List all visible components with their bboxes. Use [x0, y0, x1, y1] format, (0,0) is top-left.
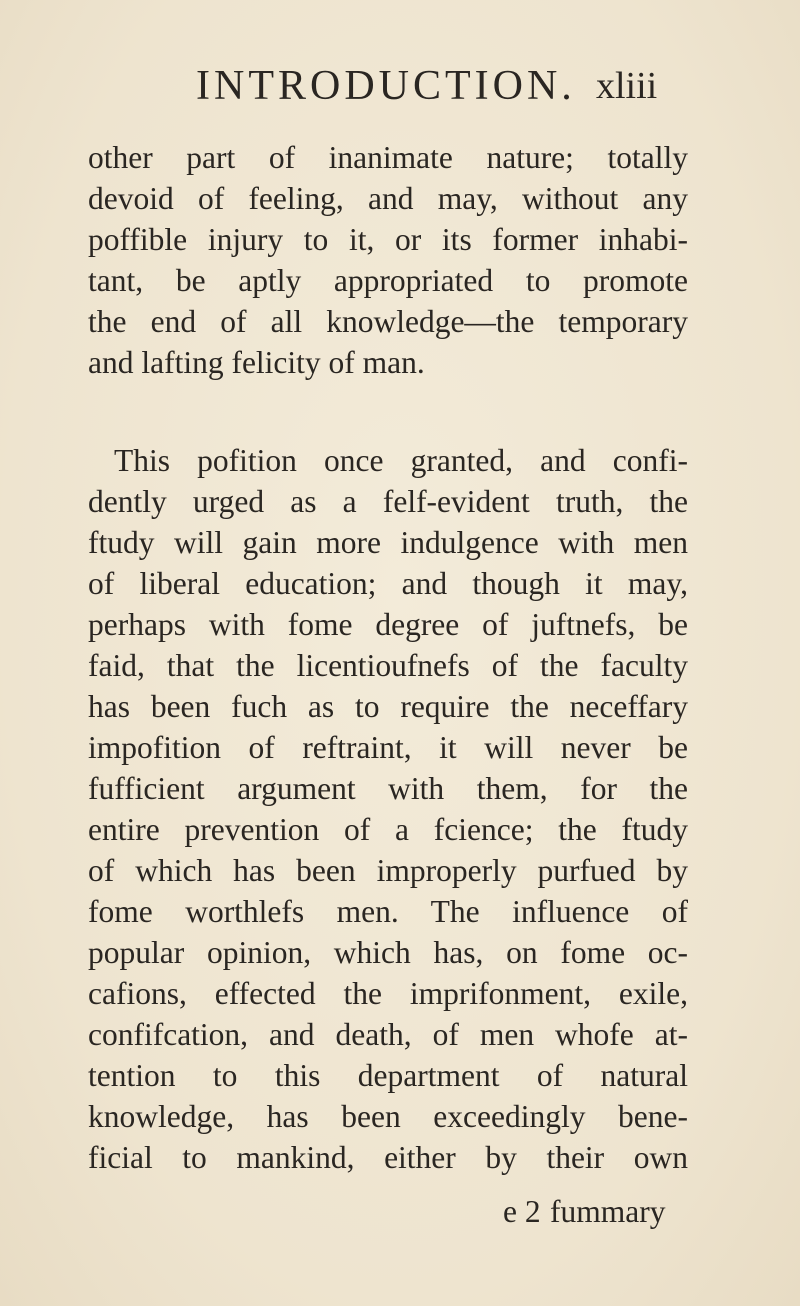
text-line: of which has been improperly purfued by [88, 853, 688, 888]
text-line: perhaps with fome degree of juftnefs, be [88, 607, 688, 642]
text-line: impofition of reftraint, it will never be [88, 730, 688, 765]
text-line: ficial to mankind, either by their own [88, 1140, 688, 1175]
text-line: confifcation, and death, of men whofe at- [88, 1017, 688, 1052]
text-line: knowledge, has been exceedingly bene- [88, 1099, 688, 1134]
text-line: entire prevention of a fcience; the ftudy [88, 812, 688, 847]
text-line: ftudy will gain more indulgence with men [88, 525, 688, 560]
text-line: dently urged as a felf-evident truth, the [88, 484, 688, 519]
text-line: has been fuch as to require the neceffary [88, 689, 688, 724]
text-line: fufficient argument with them, for the [88, 771, 688, 806]
signature-mark: e 2 [503, 1194, 541, 1229]
text-line: poffible injury to it, or its former inhabi- [88, 222, 688, 257]
text-line: and lafting felicity of man. [88, 345, 425, 380]
text-line: cafions, effected the imprifonment, exile, [88, 976, 688, 1011]
text-line: of liberal education; and though it may, [88, 566, 688, 601]
page-footer [88, 1192, 688, 1232]
text-line: faid, that the licentioufnefs of the faculty [88, 648, 688, 683]
text-line: devoid of feeling, and may, without any [88, 181, 688, 216]
text-line: other part of inanimate nature; totally [88, 140, 688, 175]
running-head-title: INTRODUCTION. [196, 63, 576, 109]
text-line: fome worthlefs men. The influence of [88, 894, 688, 929]
catchword: fummary [550, 1194, 666, 1229]
page-number: xliii [596, 65, 658, 107]
text-line: popular opinion, which has, on fome oc- [88, 935, 688, 970]
text-line: This pofition once granted, and confi- [114, 443, 688, 478]
text-line: tention to this department of natural [88, 1058, 688, 1093]
text-line: tant, be aptly appropriated to promote [88, 263, 688, 298]
text-line: the end of all knowledge—the temporary [88, 304, 688, 339]
running-head [0, 58, 800, 114]
